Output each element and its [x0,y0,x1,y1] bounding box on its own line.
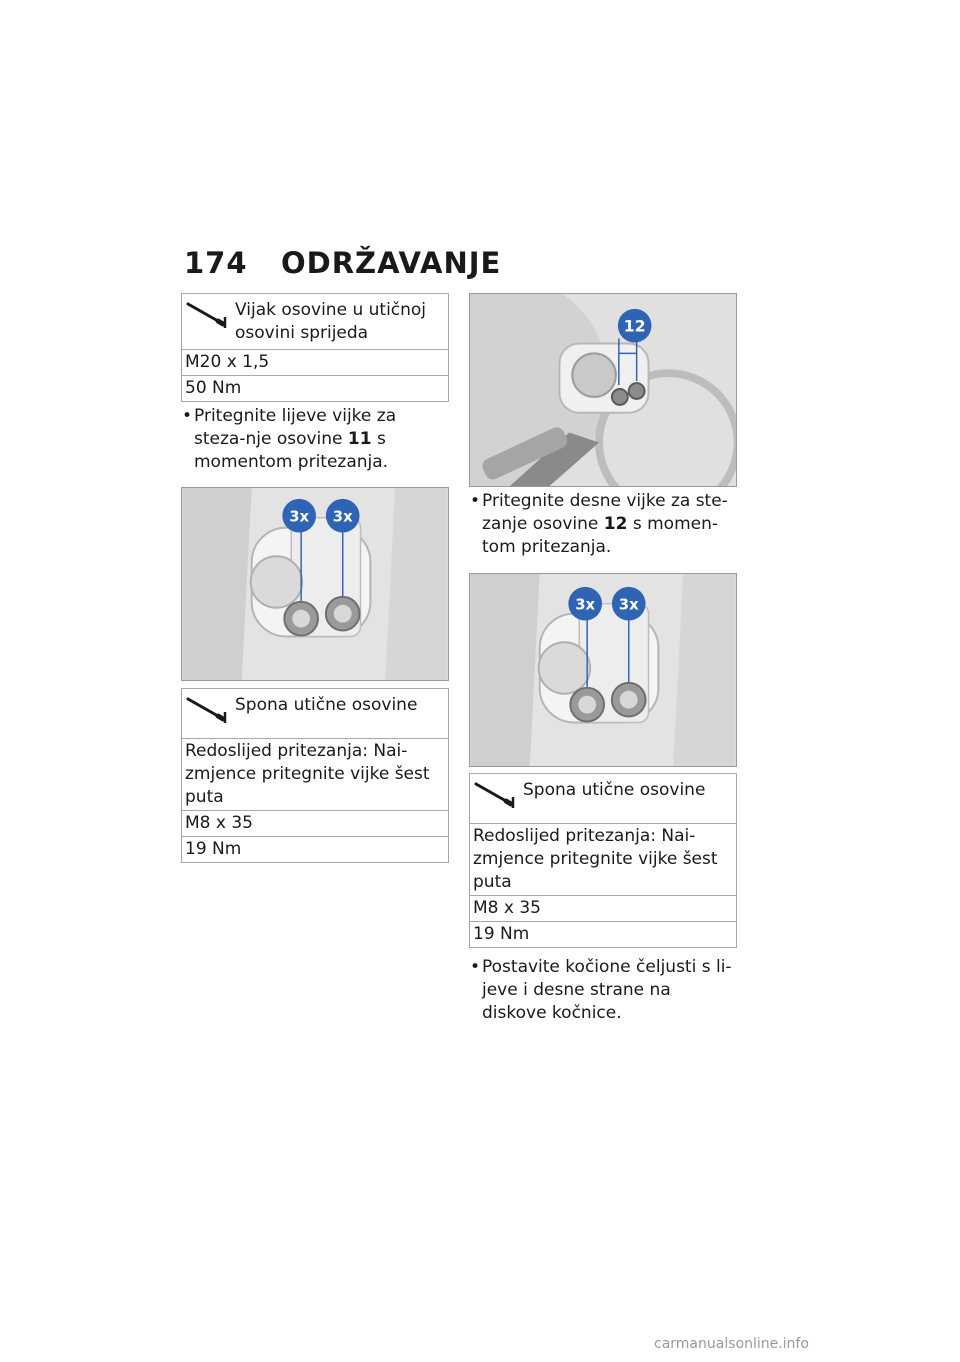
instruction-step: • Pritegnite lijeve vijke za steza-nje osovine 11 s momentom pritezanja. [182,406,397,472]
part-reference: 12 [603,514,628,534]
badge-label: 12 [623,316,646,336]
torque-table-clamp-left [181,688,449,863]
instruction-step: • Postavite kočione čeljusti s li-jeve i desne strane na diskove kočnice. [470,957,732,1023]
torque-wrench-icon [185,299,231,329]
figure-left-axle-clamp-bolts [181,487,449,681]
bullet-icon: • [470,491,481,511]
instruction-step: • Pritegnite desne vijke za ste-zanje osovine 12 s momen-tom pritezanja. [470,491,728,557]
torque-tool-row [182,294,448,350]
torque-thread-spec: M20 x 1,5 [182,350,448,376]
torque-tool-label: Spona utične osovine [523,780,706,800]
right-column [469,293,737,1025]
torque-wrench-icon [185,694,231,724]
page-number: 174 [184,246,248,280]
left-column [181,293,449,863]
torque-value: 19 Nm [185,839,242,859]
bullet-icon: • [470,957,481,977]
page-title: ODRŽAVANJE [281,246,502,280]
torque-thread-spec: M8 x 35 [182,811,448,837]
torque-value: 50 Nm [185,378,242,398]
badge-label: 3x [618,596,639,614]
watermark: carmanualsonline.info [654,1336,809,1352]
torque-tool-row [470,774,736,824]
torque-tool-row [182,689,448,739]
torque-table-axle-bolt [181,293,449,402]
page-header [184,246,501,280]
torque-wrench-icon [473,779,519,809]
torque-value: 19 Nm [473,924,530,944]
torque-tool-label: Spona utične osovine [235,695,418,715]
bullet-icon: • [182,406,193,426]
figure-right-axle-clamp-bolts [469,573,737,767]
tightening-sequence: Redoslijed pritezanja: Nai-zmjence pritegnite vijke šest puta [182,739,448,811]
figure-right-axle-bolts [469,293,737,487]
part-reference: 11 [347,429,372,449]
badge-label: 3x [575,596,596,614]
badge-label: 3x [332,508,353,526]
badge-label: 3x [289,508,310,526]
torque-tool-label: Vijak osovine u utičnoj osovini sprijeda [235,300,427,343]
torque-table-clamp-right [469,773,737,948]
tightening-sequence: Redoslijed pritezanja: Nai-zmjence pritegnite vijke šest puta [470,824,736,896]
torque-thread-spec: M8 x 35 [470,896,736,922]
